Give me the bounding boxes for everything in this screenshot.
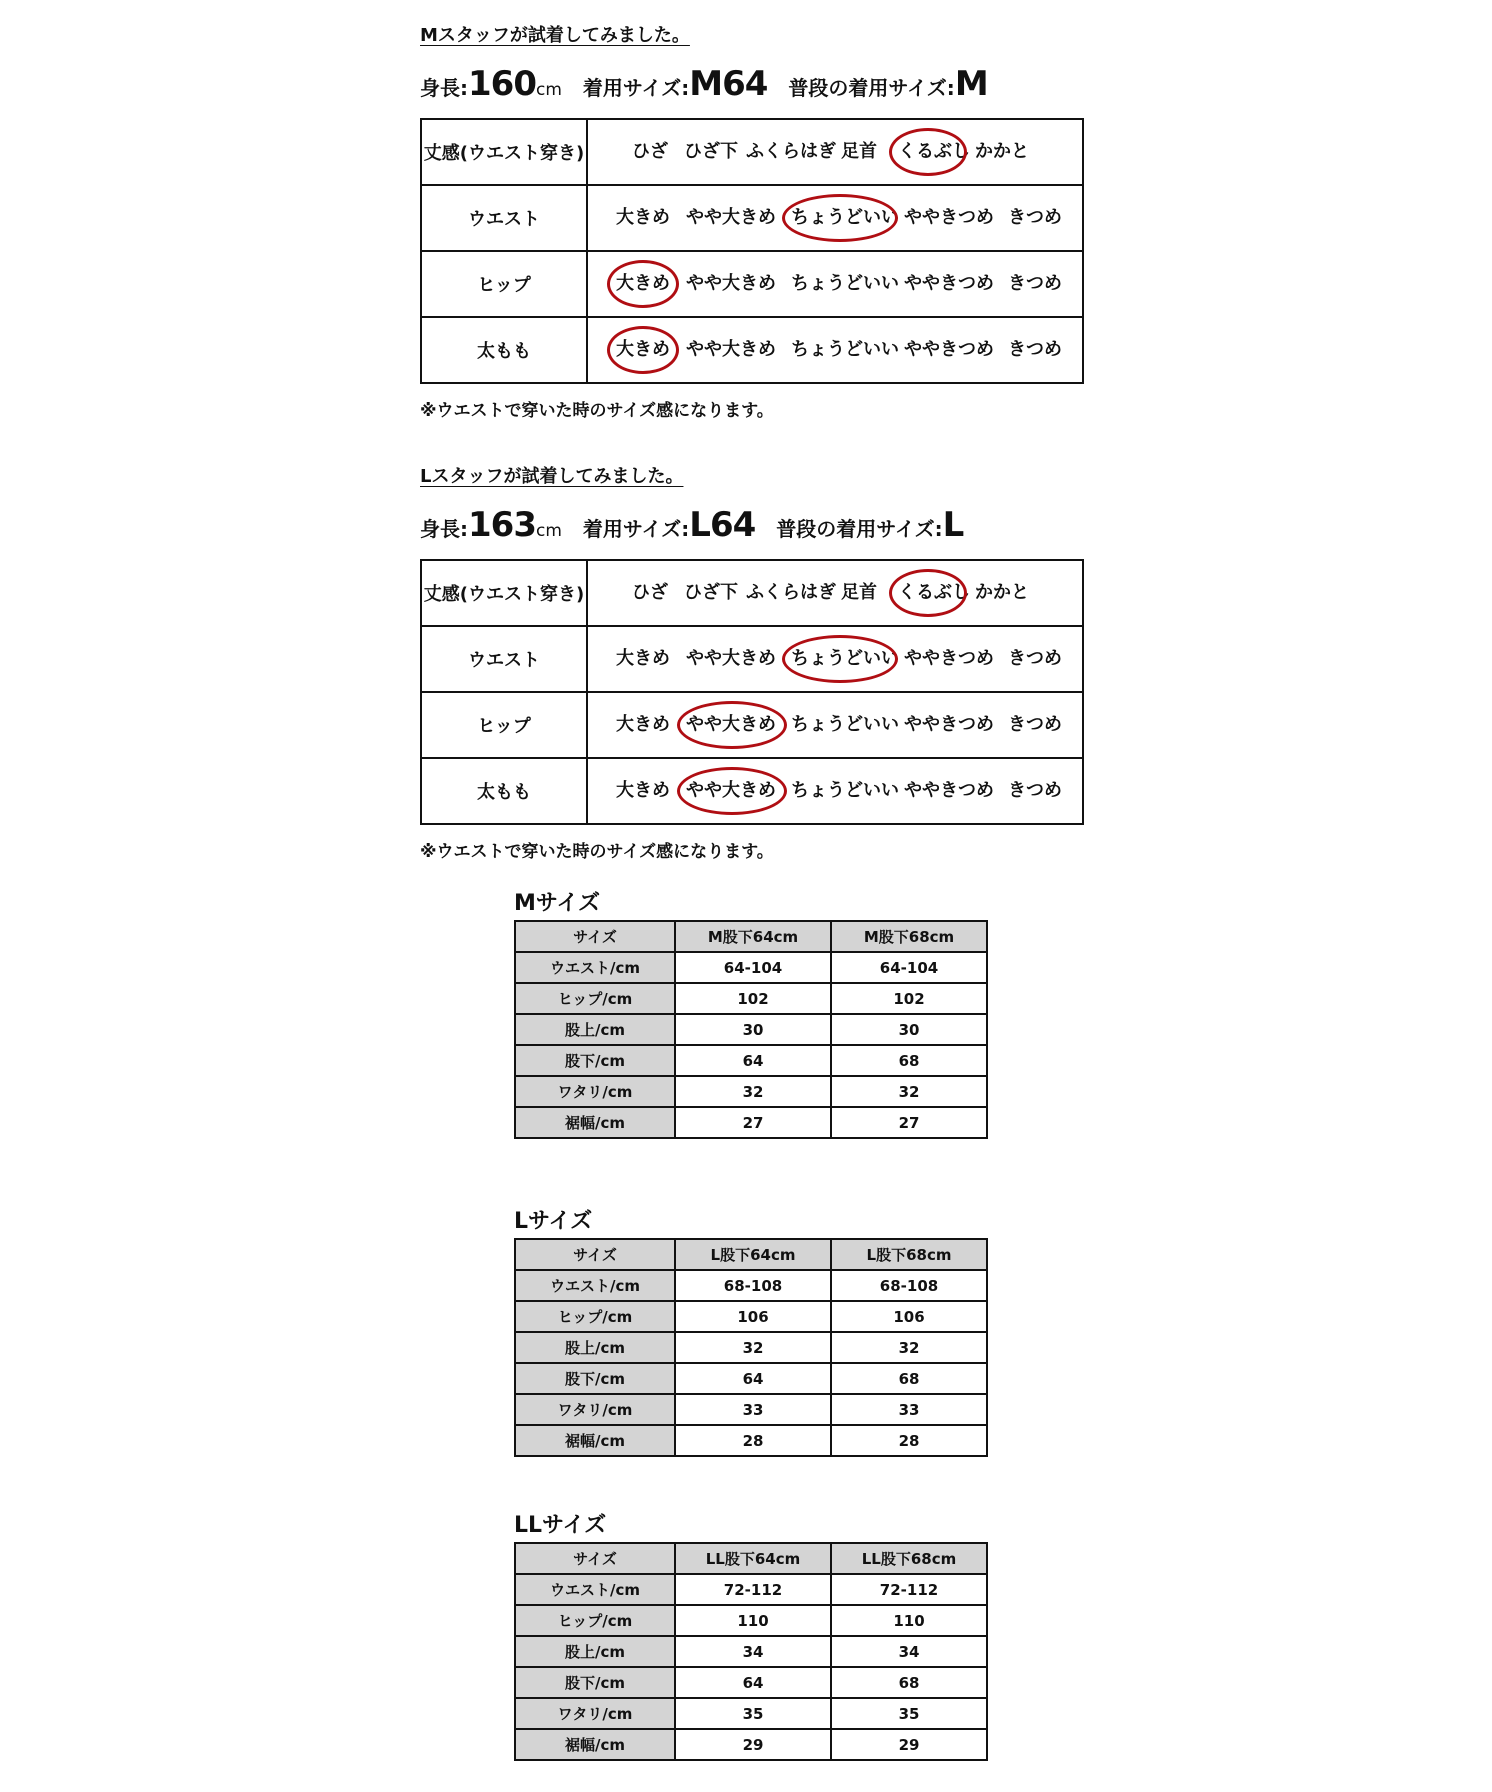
fit-option: かかと bbox=[975, 582, 1029, 603]
size-value-cell: 102 bbox=[831, 983, 987, 1014]
size-chart-l bbox=[514, 1208, 988, 1457]
fit-option: 大きめ bbox=[616, 714, 670, 735]
usual-size-value: L bbox=[942, 505, 964, 545]
fit-row bbox=[421, 317, 1083, 383]
staff-m-stats bbox=[420, 64, 988, 104]
size-value-cell: 64-104 bbox=[675, 952, 831, 983]
size-chart-ll bbox=[514, 1512, 988, 1761]
size-row bbox=[515, 1301, 987, 1332]
staff-m-note: ※ウエストで穿いた時のサイズ感になります。 bbox=[420, 401, 774, 421]
fit-option: ちょうどいい bbox=[791, 273, 899, 294]
fit-row bbox=[421, 251, 1083, 317]
size-header-cell: サイズ bbox=[515, 1543, 675, 1574]
size-value-cell: 106 bbox=[831, 1301, 987, 1332]
size-table-ll bbox=[514, 1542, 988, 1761]
size-row bbox=[515, 1394, 987, 1425]
fit-options-cell bbox=[587, 692, 1083, 758]
fit-option: ややきつめ bbox=[904, 273, 994, 294]
fit-options bbox=[588, 627, 1082, 691]
fit-options-cell bbox=[587, 317, 1083, 383]
size-measure-label: ウエスト/cm bbox=[515, 1270, 675, 1301]
selected-circle-mark bbox=[677, 701, 787, 749]
size-measure-label: 股下/cm bbox=[515, 1045, 675, 1076]
wear-size-value: M64 bbox=[689, 64, 768, 104]
usual-size-label: 普段の着用サイズ: bbox=[788, 76, 955, 100]
fit-option: やや大きめ bbox=[686, 714, 776, 735]
fit-table-l bbox=[420, 559, 1084, 825]
size-chart-title: Lサイズ bbox=[514, 1209, 593, 1234]
size-header-row bbox=[515, 1543, 987, 1574]
fit-option: ひざ下 bbox=[684, 141, 738, 162]
size-value-cell: 68-108 bbox=[831, 1270, 987, 1301]
size-measure-label: 股上/cm bbox=[515, 1332, 675, 1363]
selected-circle-mark bbox=[782, 635, 898, 683]
size-value-cell: 110 bbox=[675, 1605, 831, 1636]
fit-option: かかと bbox=[975, 141, 1029, 162]
size-value-cell: 35 bbox=[675, 1698, 831, 1729]
size-measure-label: ワタリ/cm bbox=[515, 1076, 675, 1107]
fit-option: ひざ下 bbox=[684, 582, 738, 603]
selected-circle-mark bbox=[607, 326, 679, 374]
size-row bbox=[515, 1636, 987, 1667]
size-value-cell: 32 bbox=[675, 1332, 831, 1363]
fit-row-label: 太もも bbox=[421, 758, 587, 824]
fit-option: きつめ bbox=[1008, 273, 1062, 294]
size-row bbox=[515, 1667, 987, 1698]
fit-option: ちょうどいい bbox=[791, 339, 899, 360]
size-value-cell: 64 bbox=[675, 1667, 831, 1698]
size-row bbox=[515, 1729, 987, 1760]
fit-option: きつめ bbox=[1008, 339, 1062, 360]
size-value-cell: 32 bbox=[675, 1076, 831, 1107]
size-value-cell: 32 bbox=[831, 1332, 987, 1363]
size-value-cell: 68 bbox=[831, 1363, 987, 1394]
selected-circle-mark bbox=[889, 128, 967, 176]
height-value: 160 bbox=[468, 64, 536, 104]
fit-row bbox=[421, 758, 1083, 824]
size-value-cell: 68-108 bbox=[675, 1270, 831, 1301]
staff-m-section bbox=[420, 24, 1062, 421]
fit-option: ひざ bbox=[632, 582, 668, 603]
fit-options-cell bbox=[587, 185, 1083, 251]
size-measure-label: ウエスト/cm bbox=[515, 1574, 675, 1605]
fit-options-cell bbox=[587, 251, 1083, 317]
size-value-cell: 27 bbox=[675, 1107, 831, 1138]
fit-options bbox=[588, 759, 1082, 823]
size-value-cell: 33 bbox=[675, 1394, 831, 1425]
size-value-cell: 72-112 bbox=[675, 1574, 831, 1605]
size-table-m bbox=[514, 920, 988, 1139]
size-row bbox=[515, 1270, 987, 1301]
fit-row-label: 丈感(ウエスト穿き) bbox=[421, 119, 587, 185]
size-value-cell: 72-112 bbox=[831, 1574, 987, 1605]
height-value: 163 bbox=[468, 505, 536, 545]
wear-size-label: 着用サイズ: bbox=[582, 76, 690, 100]
fit-option: ふくらはぎ bbox=[746, 141, 836, 162]
usual-size-value: M bbox=[954, 64, 988, 104]
size-row bbox=[515, 1014, 987, 1045]
fit-option: 足首 bbox=[841, 582, 877, 603]
size-row bbox=[515, 1574, 987, 1605]
size-header-cell: LL股下68cm bbox=[831, 1543, 987, 1574]
fit-option: 足首 bbox=[841, 141, 877, 162]
size-measure-label: 裾幅/cm bbox=[515, 1729, 675, 1760]
size-chart-title: LLサイズ bbox=[514, 1513, 607, 1538]
usual-size-label: 普段の着用サイズ: bbox=[776, 517, 943, 541]
fit-option: やや大きめ bbox=[686, 273, 776, 294]
fit-option: 大きめ bbox=[616, 207, 670, 228]
fit-options bbox=[588, 561, 1082, 625]
size-row bbox=[515, 1698, 987, 1729]
size-value-cell: 34 bbox=[675, 1636, 831, 1667]
size-value-cell: 68 bbox=[831, 1667, 987, 1698]
size-measure-label: ウエスト/cm bbox=[515, 952, 675, 983]
fit-row-label: ウエスト bbox=[421, 185, 587, 251]
fit-options-cell bbox=[587, 758, 1083, 824]
fit-option: 大きめ bbox=[616, 339, 670, 360]
fit-row-label: ヒップ bbox=[421, 692, 587, 758]
size-value-cell: 27 bbox=[831, 1107, 987, 1138]
fit-row bbox=[421, 560, 1083, 626]
size-value-cell: 30 bbox=[675, 1014, 831, 1045]
fit-row bbox=[421, 185, 1083, 251]
fit-option: ややきつめ bbox=[904, 780, 994, 801]
size-value-cell: 34 bbox=[831, 1636, 987, 1667]
size-measure-label: ヒップ/cm bbox=[515, 983, 675, 1014]
size-header-cell: L股下64cm bbox=[675, 1239, 831, 1270]
size-header-cell: M股下64cm bbox=[675, 921, 831, 952]
fit-options bbox=[588, 186, 1082, 250]
fit-option: 大きめ bbox=[616, 273, 670, 294]
height-unit: cm bbox=[535, 521, 562, 541]
size-value-cell: 102 bbox=[675, 983, 831, 1014]
size-header-cell: M股下68cm bbox=[831, 921, 987, 952]
fit-row bbox=[421, 692, 1083, 758]
size-row bbox=[515, 1425, 987, 1456]
size-row bbox=[515, 1107, 987, 1138]
selected-circle-mark bbox=[607, 260, 679, 308]
size-value-cell: 64-104 bbox=[831, 952, 987, 983]
size-header-cell: サイズ bbox=[515, 921, 675, 952]
fit-row bbox=[421, 626, 1083, 692]
size-row bbox=[515, 1045, 987, 1076]
fit-option: やや大きめ bbox=[686, 207, 776, 228]
fit-option: ちょうどいい bbox=[791, 648, 899, 669]
fit-option: くるぶし bbox=[898, 141, 970, 162]
staff-m-title: Mスタッフが試着してみました。 bbox=[420, 25, 690, 46]
selected-circle-mark bbox=[677, 767, 787, 815]
fit-option: ややきつめ bbox=[904, 648, 994, 669]
size-measure-label: ワタリ/cm bbox=[515, 1394, 675, 1425]
size-value-cell: 28 bbox=[831, 1425, 987, 1456]
fit-option: ちょうどいい bbox=[791, 714, 899, 735]
fit-option: 大きめ bbox=[616, 648, 670, 669]
fit-option: くるぶし bbox=[898, 582, 970, 603]
size-chart-m bbox=[514, 890, 988, 1139]
fit-option: ややきつめ bbox=[904, 339, 994, 360]
size-row bbox=[515, 1076, 987, 1107]
size-row bbox=[515, 983, 987, 1014]
fit-option: やや大きめ bbox=[686, 339, 776, 360]
size-measure-label: 股下/cm bbox=[515, 1667, 675, 1698]
fit-table-m bbox=[420, 118, 1084, 384]
size-value-cell: 29 bbox=[675, 1729, 831, 1760]
fit-option: きつめ bbox=[1008, 714, 1062, 735]
size-row bbox=[515, 952, 987, 983]
fit-option: きつめ bbox=[1008, 648, 1062, 669]
size-table-l bbox=[514, 1238, 988, 1457]
staff-l-title: Lスタッフが試着してみました。 bbox=[420, 466, 684, 487]
fit-row bbox=[421, 119, 1083, 185]
fit-option: やや大きめ bbox=[686, 780, 776, 801]
size-measure-label: ワタリ/cm bbox=[515, 1698, 675, 1729]
size-header-row bbox=[515, 921, 987, 952]
size-value-cell: 64 bbox=[675, 1045, 831, 1076]
size-measure-label: 裾幅/cm bbox=[515, 1107, 675, 1138]
fit-option: ややきつめ bbox=[904, 714, 994, 735]
fit-row-label: ヒップ bbox=[421, 251, 587, 317]
size-measure-label: 股下/cm bbox=[515, 1363, 675, 1394]
size-value-cell: 28 bbox=[675, 1425, 831, 1456]
fit-row-label: 太もも bbox=[421, 317, 587, 383]
height-label: 身長: bbox=[420, 76, 468, 100]
fit-option: やや大きめ bbox=[686, 648, 776, 669]
height-label: 身長: bbox=[420, 517, 468, 541]
size-value-cell: 33 bbox=[831, 1394, 987, 1425]
height-unit: cm bbox=[535, 80, 562, 100]
selected-circle-mark bbox=[782, 194, 898, 242]
size-value-cell: 68 bbox=[831, 1045, 987, 1076]
fit-option: ふくらはぎ bbox=[746, 582, 836, 603]
fit-option: きつめ bbox=[1008, 780, 1062, 801]
fit-option: ちょうどいい bbox=[791, 780, 899, 801]
fit-options bbox=[588, 120, 1082, 184]
size-value-cell: 106 bbox=[675, 1301, 831, 1332]
size-measure-label: 股上/cm bbox=[515, 1014, 675, 1045]
fit-options-cell bbox=[587, 119, 1083, 185]
staff-l-section bbox=[420, 465, 1062, 862]
size-value-cell: 64 bbox=[675, 1363, 831, 1394]
fit-row-label: ウエスト bbox=[421, 626, 587, 692]
fit-options-cell bbox=[587, 560, 1083, 626]
fit-option: ややきつめ bbox=[904, 207, 994, 228]
fit-option: きつめ bbox=[1008, 207, 1062, 228]
fit-options bbox=[588, 318, 1082, 382]
size-header-cell: L股下68cm bbox=[831, 1239, 987, 1270]
size-row bbox=[515, 1332, 987, 1363]
fit-options bbox=[588, 693, 1082, 757]
fit-row-label: 丈感(ウエスト穿き) bbox=[421, 560, 587, 626]
size-value-cell: 32 bbox=[831, 1076, 987, 1107]
size-measure-label: ヒップ/cm bbox=[515, 1301, 675, 1332]
size-header-row bbox=[515, 1239, 987, 1270]
size-value-cell: 110 bbox=[831, 1605, 987, 1636]
fit-option: 大きめ bbox=[616, 780, 670, 801]
staff-l-note: ※ウエストで穿いた時のサイズ感になります。 bbox=[420, 842, 774, 862]
size-value-cell: 35 bbox=[831, 1698, 987, 1729]
size-measure-label: 裾幅/cm bbox=[515, 1425, 675, 1456]
size-header-cell: LL股下64cm bbox=[675, 1543, 831, 1574]
wear-size-label: 着用サイズ: bbox=[582, 517, 690, 541]
fit-option: ひざ bbox=[632, 141, 668, 162]
fit-options-cell bbox=[587, 626, 1083, 692]
size-measure-label: 股上/cm bbox=[515, 1636, 675, 1667]
size-chart-title: Mサイズ bbox=[514, 891, 601, 916]
fit-option: ちょうどいい bbox=[791, 207, 899, 228]
size-row bbox=[515, 1363, 987, 1394]
size-value-cell: 30 bbox=[831, 1014, 987, 1045]
size-measure-label: ヒップ/cm bbox=[515, 1605, 675, 1636]
staff-l-stats bbox=[420, 505, 963, 545]
fit-options bbox=[588, 252, 1082, 316]
wear-size-value: L64 bbox=[689, 505, 756, 545]
size-value-cell: 29 bbox=[831, 1729, 987, 1760]
selected-circle-mark bbox=[889, 569, 967, 617]
size-row bbox=[515, 1605, 987, 1636]
size-header-cell: サイズ bbox=[515, 1239, 675, 1270]
